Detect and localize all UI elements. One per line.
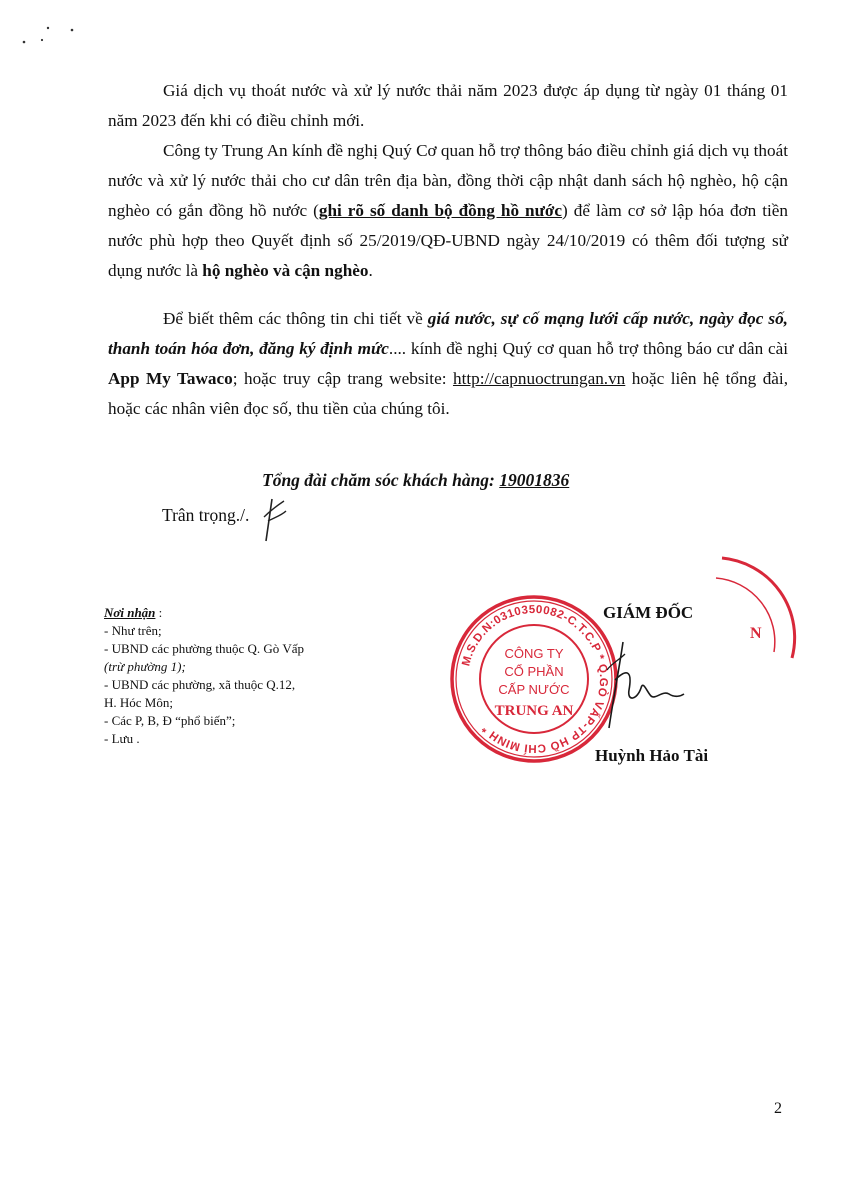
emphasis-meter-number: ghi rõ số danh bộ đồng hồ nước xyxy=(318,201,563,220)
hotline-number[interactable]: 19001836 xyxy=(499,470,570,490)
paragraph-info xyxy=(108,304,788,424)
recipients-block xyxy=(104,604,304,748)
page-number: 2 xyxy=(774,1100,782,1117)
paragraph-text: ; hoặc truy cập trang website: xyxy=(232,369,453,388)
paragraph-text: Giá dịch vụ thoát nước và xử lý nước thải năm 2023 được áp dụng từ ngày 01 tháng 01 năm 2023 đến khi có điều chỉnh mới. xyxy=(108,81,788,130)
paragraph-request xyxy=(108,136,788,286)
emphasis-topics: giá nước, sự cố mạng lưới cấp nước, ngày đọc số, thanh toán hóa đơn, đăng ký định mức xyxy=(108,309,788,358)
paragraph-text: Để biết thêm các thông tin chi tiết về xyxy=(163,309,428,328)
app-name: App My Tawaco xyxy=(108,369,233,388)
seal-line: TRUNG AN xyxy=(494,703,574,719)
hotline xyxy=(262,470,569,491)
scan-marks xyxy=(18,18,88,48)
website-link[interactable]: http://capnuoctrungan.vn xyxy=(452,369,626,388)
paragraph-text: . xyxy=(368,261,373,280)
seal-line: CẤP NƯỚC xyxy=(498,682,570,697)
hotline-label: Tổng đài chăm sóc khách hàng: xyxy=(262,470,500,490)
paragraph-text: hoặc liên hệ tổng đài, hoặc các nhân viên đọc số, thu tiền của chúng tôi. xyxy=(108,369,788,418)
recipient-item: (trừ phường 1); xyxy=(104,659,186,674)
initial-mark xyxy=(258,497,288,543)
recipients-colon: : xyxy=(158,605,163,620)
partial-stamp-icon xyxy=(712,548,802,668)
closing-regards: Trân trọng./. xyxy=(162,505,250,525)
recipient-item: - Lưu . xyxy=(104,731,140,746)
seal-line: CÔNG TY xyxy=(504,646,564,661)
svg-text:N: N xyxy=(750,625,762,642)
paragraph-text: Công ty Trung An kính đề nghị Quý Cơ quan hỗ trợ thông báo điều chỉnh giá dịch vụ thoát nước và xử lý nước thải cho cư dân trên địa bàn, đồng thời cập nhật danh sách hộ nghèo, hộ cận nghèo có gắn đồng hồ nước ( xyxy=(108,141,788,220)
paragraph-text: .... kính đề nghị Quý cơ quan hỗ trợ thông báo cư dân cài xyxy=(388,339,788,358)
recipient-item: - Như trên; xyxy=(104,623,162,638)
signature-icon xyxy=(585,640,685,730)
seal-ring-text: M.S.D.N:0310350082-C.T.C.P * Q.GÒ VẤP-TP HỒ CHÍ MINH * xyxy=(460,603,610,755)
signer-name: Huỳnh Hảo Tài xyxy=(595,746,709,765)
emphasis-poor-households: hộ nghèo và cận nghèo xyxy=(202,261,369,280)
recipient-item: - Các P, B, Đ “phổ biến”; xyxy=(104,713,236,728)
recipient-item: - UBND các phường thuộc Q. Gò Vấp xyxy=(104,641,304,656)
paragraph-text: ) để làm cơ sở lập hóa đơn tiền nước phù hợp theo Quyết định số 25/2019/QĐ-UBND ngày 24/10/2019 có thêm đối tượng sử dụng nước là xyxy=(108,201,788,280)
recipient-item: H. Hóc Môn; xyxy=(104,695,173,710)
seal-line: CỔ PHẦN xyxy=(504,664,564,679)
recipients-header: Nơi nhận xyxy=(104,605,156,620)
recipient-item: - UBND các phường, xã thuộc Q.12, xyxy=(104,677,296,692)
paragraph-effective-date xyxy=(108,76,788,136)
director-title: GIÁM ĐỐC xyxy=(603,603,694,622)
